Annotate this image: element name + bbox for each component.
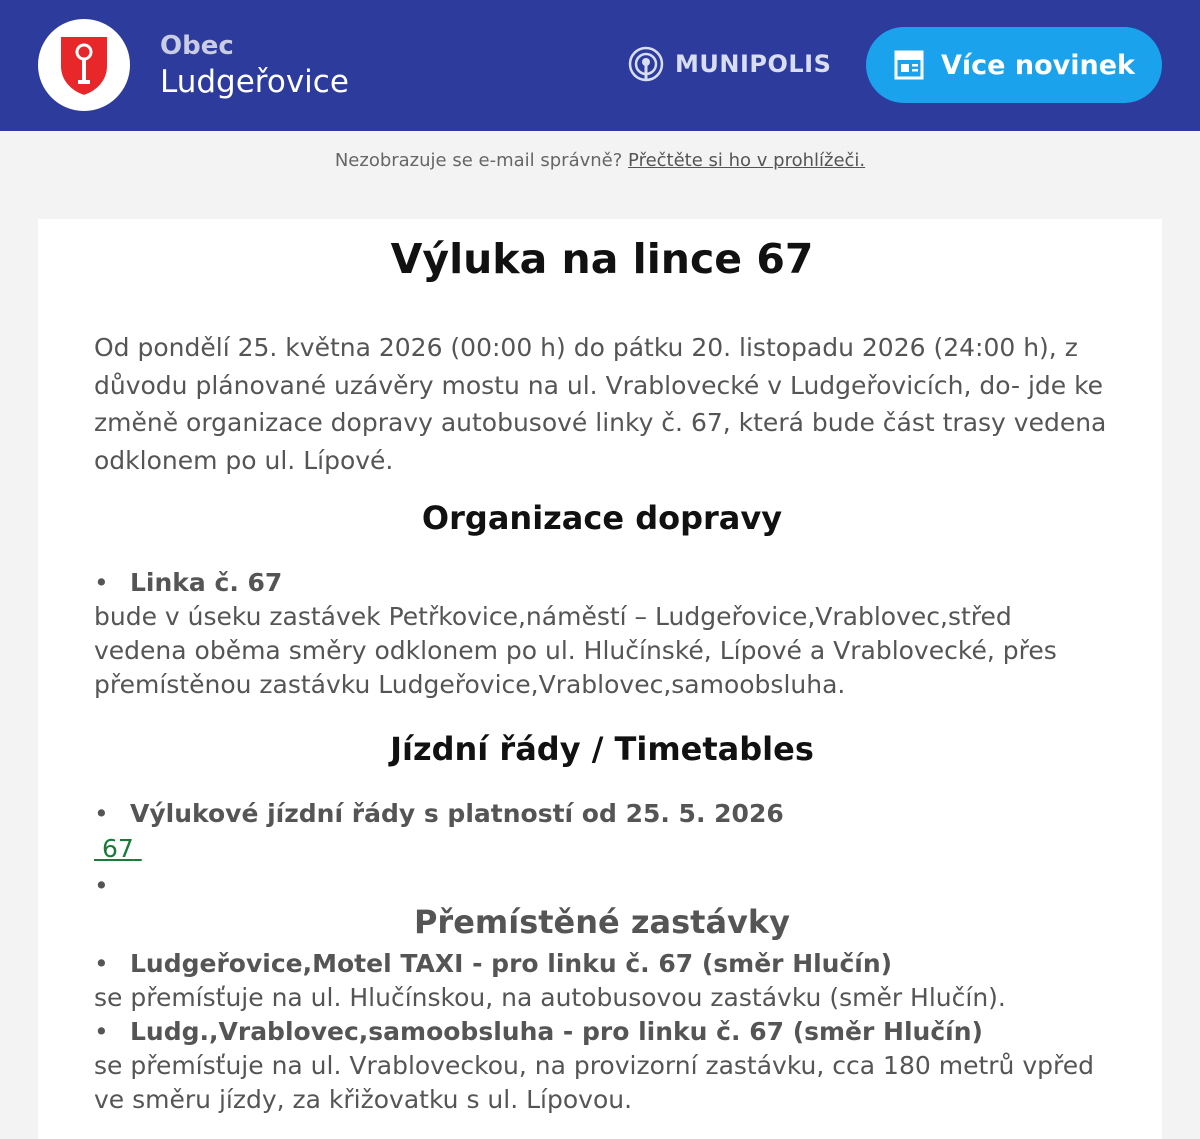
brand-label: MUNIPOLIS [675, 50, 832, 78]
munipolis-brand[interactable] [627, 44, 831, 84]
list-item-title: Výlukové jízdní řády s platností od 25. 5. 2026 [130, 799, 784, 828]
preheader [0, 150, 1200, 171]
section-heading-traffic: Organizace dopravy [421, 499, 783, 537]
article-intro: Od pondělí 25. května 2026 (00:00 h) do pátku 20. listopadu 2026 (24:00 h), z důvodu plánované uzávěry mostu na ul. Vrablovecké v Ludgeřovicích, do- jde ke změně organizace dopravy autobusové linky č. 67, která bude část trasy vedena odklonem po ul. Lípové. [94, 333, 1107, 475]
timetable-link[interactable] [94, 832, 142, 866]
list-item-title: Ludg.,Vrablovec,samoobsluha - pro linku č. 67 (směr Hlučín) [130, 1017, 983, 1046]
coat-of-arms-icon [54, 32, 114, 98]
list-item [94, 1015, 983, 1049]
list-item-title: Linka č. 67 [130, 568, 283, 597]
broadcast-icon [627, 45, 665, 83]
list-item [94, 947, 892, 981]
preheader-text: Nezobrazuje se e-mail správně? [334, 150, 623, 171]
email-header [0, 0, 1200, 131]
town-label: Obec [160, 31, 234, 61]
newspaper-icon [893, 49, 925, 81]
view-in-browser-link[interactable]: Přečtěte si ho v prohlížeči. [628, 150, 866, 171]
list-item [94, 797, 784, 831]
list-item [94, 566, 282, 600]
bullet-icon: • [94, 568, 109, 597]
bullet-icon: • [94, 799, 109, 828]
list-item-text: bude v úseku zastávek Petřkovice,náměstí – Ludgeřovice,Vrablovec,střed vedena oběma směry odklonem po ul. Hlučínské, Lípové a Vrablovecké, přes přemístěnou zastávku Ludgeřovice,Vrablovec,samoobsluha. [94, 602, 1057, 699]
section-heading-timetables: Jízdní řády / Timetables [390, 730, 814, 768]
bullet-icon: • [94, 871, 109, 900]
timetable-link-label: 67 [101, 834, 134, 863]
empty-list-item [94, 869, 130, 903]
article-title: Výluka na lince 67 [390, 235, 814, 283]
article-card [38, 219, 1162, 1139]
town-name: Ludgeřovice [160, 64, 349, 100]
section-heading-stops: Přemístěné zastávky [413, 903, 791, 941]
bullet-icon: • [94, 949, 109, 978]
town-logo[interactable] [38, 19, 130, 111]
list-item-text: se přemísťuje na ul. Vrabloveckou, na provizorní zastávku, cca 180 metrů vpřed ve směru jízdy, za křižovatku s ul. Lípovou. [94, 1051, 1094, 1114]
more-news-button[interactable] [866, 27, 1162, 103]
list-item-title: Ludgeřovice,Motel TAXI - pro linku č. 67 (směr Hlučín) [130, 949, 893, 978]
list-item-text: se přemísťuje na ul. Hlučínskou, na autobusovou zastávku (směr Hlučín). [94, 983, 1006, 1012]
more-news-label: Více novinek [941, 49, 1135, 81]
bullet-icon: • [94, 1017, 109, 1046]
town-title [160, 30, 349, 102]
